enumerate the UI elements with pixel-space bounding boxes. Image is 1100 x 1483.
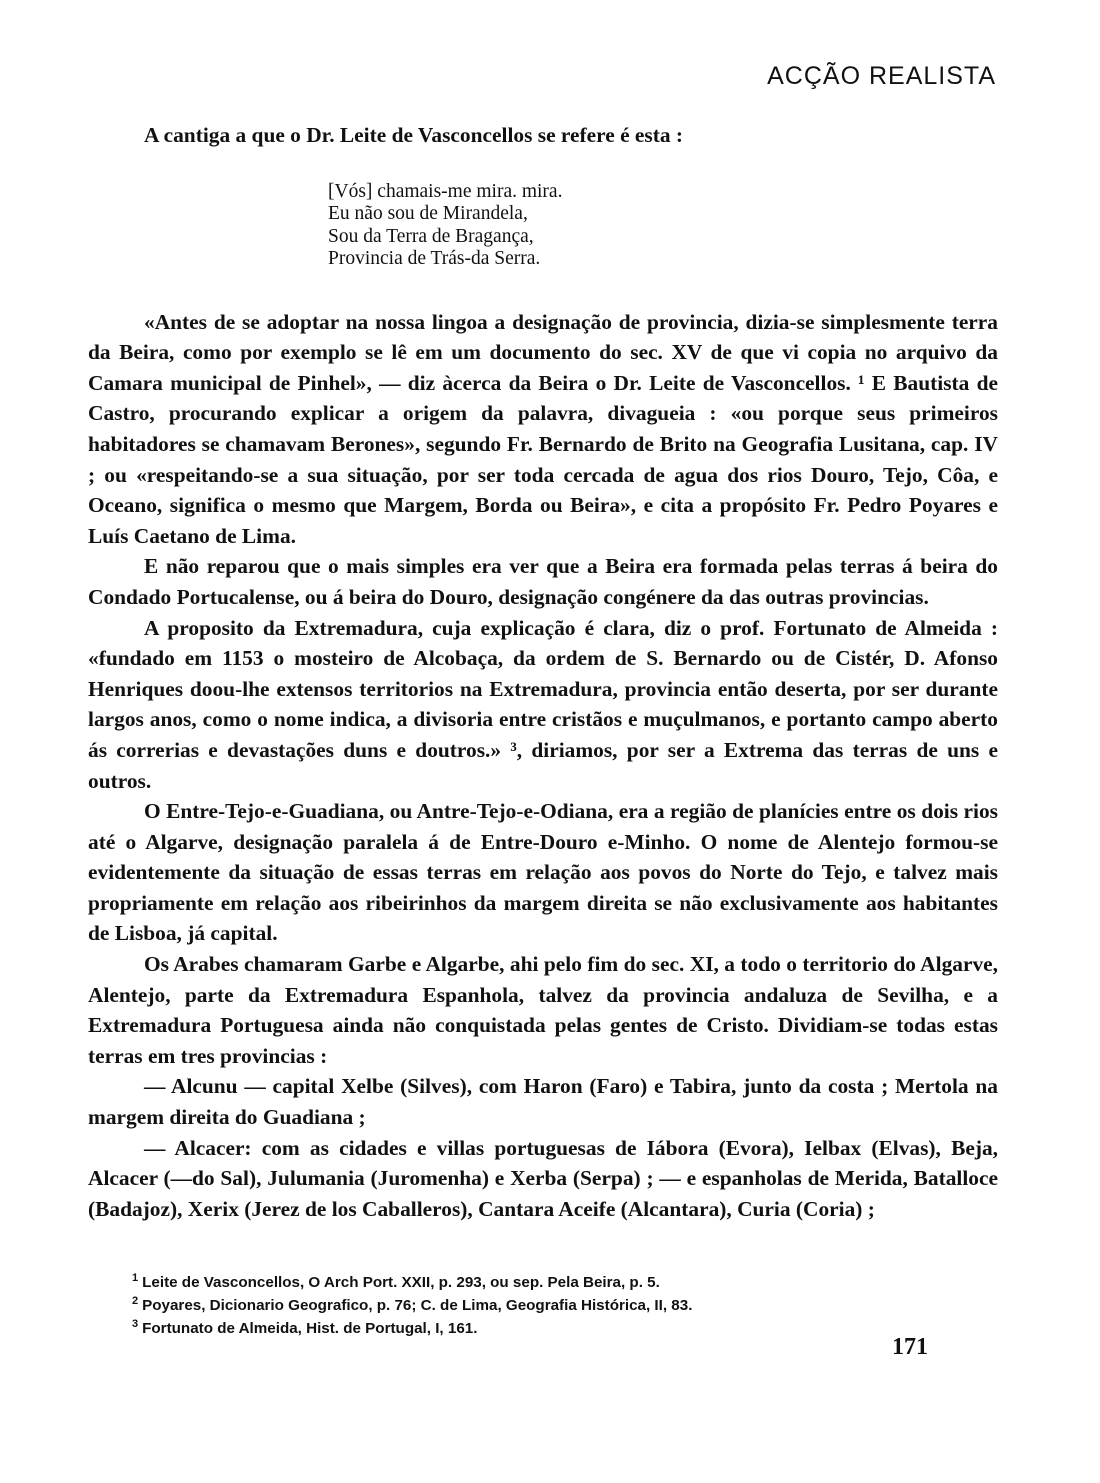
paragraph-alentejo: O Entre-Tejo-e-Guadiana, ou Antre-Tejo-e-Odiana, era a região de planícies entre os dois rios até o Algarve, designação paralela á de Entre-Douro e-Minho. O nome de Alentejo formou-se evidentemente da situação de essas terras em relação aos povos do Norte do Tejo, e talvez mais propriamente em relação aos ribeirinhos da margem direita se não exclusivamente aos habitantes de Lisboa, já capital. bbox=[88, 799, 998, 946]
verse-line: Sou da Terra de Bragança, bbox=[328, 225, 534, 247]
paragraph-alcacer: — Alcacer: com as cidades e villas portuguesas de Iábora (Evora), Ielbax (Elvas), Beja, Alcacer (—do Sal), Julumania (Juromenha) e Xerba (Serpa) ; — e espanholas de Merida, Batalloce (Badajoz), Xerix (Jerez de los Caballeros), Cantara Aceife (Alcantara), Curia (Coria) ; bbox=[88, 1135, 998, 1221]
paragraph-beira: «Antes de se adoptar na nossa lingoa a designação de provincia, dizia-se simplesmente terra da Beira, como por exemplo se lê em um documento do sec. XV de que vi copia no arquivo da Camara municipal de Pinhel», — diz àcerca da Beira o Dr. Leite de Vasconcellos. ¹ E Bautista de Castro, procurando explicar a origem da palavra, divagueia : «ou porque seus primeiros habitadores se chamavam Berones», segundo Fr. Bernardo de Brito na Geografia Lusitana, cap. IV ; ou «respeitando-se a sua situação, por ser toda cercada de agua dos rios Douro, Tejo, Côa, e Oceano, significa o mesmo que Margem, Borda ou Beira», e cita a propósito Fr. Pedro Poyares e Luís Caetano de Lima. bbox=[88, 309, 998, 548]
footnote-text: Poyares, Dicionario Geografico, p. 76; C. de Lima, Geografia Histórica, II, 83. bbox=[142, 1297, 693, 1315]
verse-line: Eu não sou de Mirandela, bbox=[328, 203, 528, 225]
footnote bbox=[132, 1292, 952, 1315]
footnote-mark: 2 bbox=[132, 1295, 139, 1308]
verse-quote bbox=[328, 181, 998, 271]
footnote-text: Leite de Vasconcellos, O Arch Port. XXII, p. 293, ou sep. Pela Beira, p. 5. bbox=[142, 1274, 660, 1292]
verse-line: [Vós] chamais-me mira. mira. bbox=[328, 180, 563, 202]
footnote-text: Fortunato de Almeida, Hist. de Portugal, I, 161. bbox=[142, 1320, 478, 1338]
paragraph-extremadura: A proposito da Extremadura, cuja explicação é clara, diz o prof. Fortunato de Almeida : «fundado em 1153 o mosteiro de Alcobaça, da ordem de S. Bernardo ou de Cistér, D. Afonso Henriques doou-lhe extensos territorios na Extremadura, provincia então deserta, por ser durante largos anos, como o nome indica, a divisoria entre cristãos e muçulmanos, e portanto campo aberto ás correrias e devastações duns e doutros.» ³, diriamos, por ser a Extrema das terras de uns e outros. bbox=[88, 615, 998, 793]
running-head: ACÇÃO REALISTA bbox=[767, 62, 996, 90]
footnote-mark: 3 bbox=[132, 1318, 139, 1331]
page-number: 171 bbox=[892, 1334, 928, 1360]
paragraph-alcunu: — Alcunu — capital Xelbe (Silves), com Haron (Faro) e Tabira, junto da costa ; Mertola na margem direita do Guadiana ; bbox=[88, 1074, 998, 1130]
footnote-mark: 1 bbox=[132, 1272, 139, 1284]
intro-sentence: A cantiga a que o Dr. Leite de Vasconcellos se refere é esta : bbox=[144, 123, 684, 147]
footnote bbox=[132, 1269, 952, 1292]
footnote bbox=[132, 1315, 952, 1338]
verse-line: Provincia de Trás-da Serra. bbox=[328, 248, 541, 270]
body-text bbox=[88, 120, 998, 1224]
footnotes bbox=[132, 1269, 952, 1338]
paragraph-beira-origin: E não reparou que o mais simples era ver que a Beira era formada pelas terras á beira do Condado Portucalense, ou á beira do Douro, designação congénere da das outras provincias. bbox=[88, 554, 998, 609]
paragraph-algarbe: Os Arabes chamaram Garbe e Algarbe, ahi pelo fim do sec. XI, a todo o territorio do Algarve, Alentejo, parte da Extremadura Espanhola, talvez da provincia andaluza de Sevilha, e a Extremadura Portuguesa ainda não conquistada pelas gentes de Cristo. Dividiam-se todas estas terras em tres provincias : bbox=[88, 952, 998, 1068]
